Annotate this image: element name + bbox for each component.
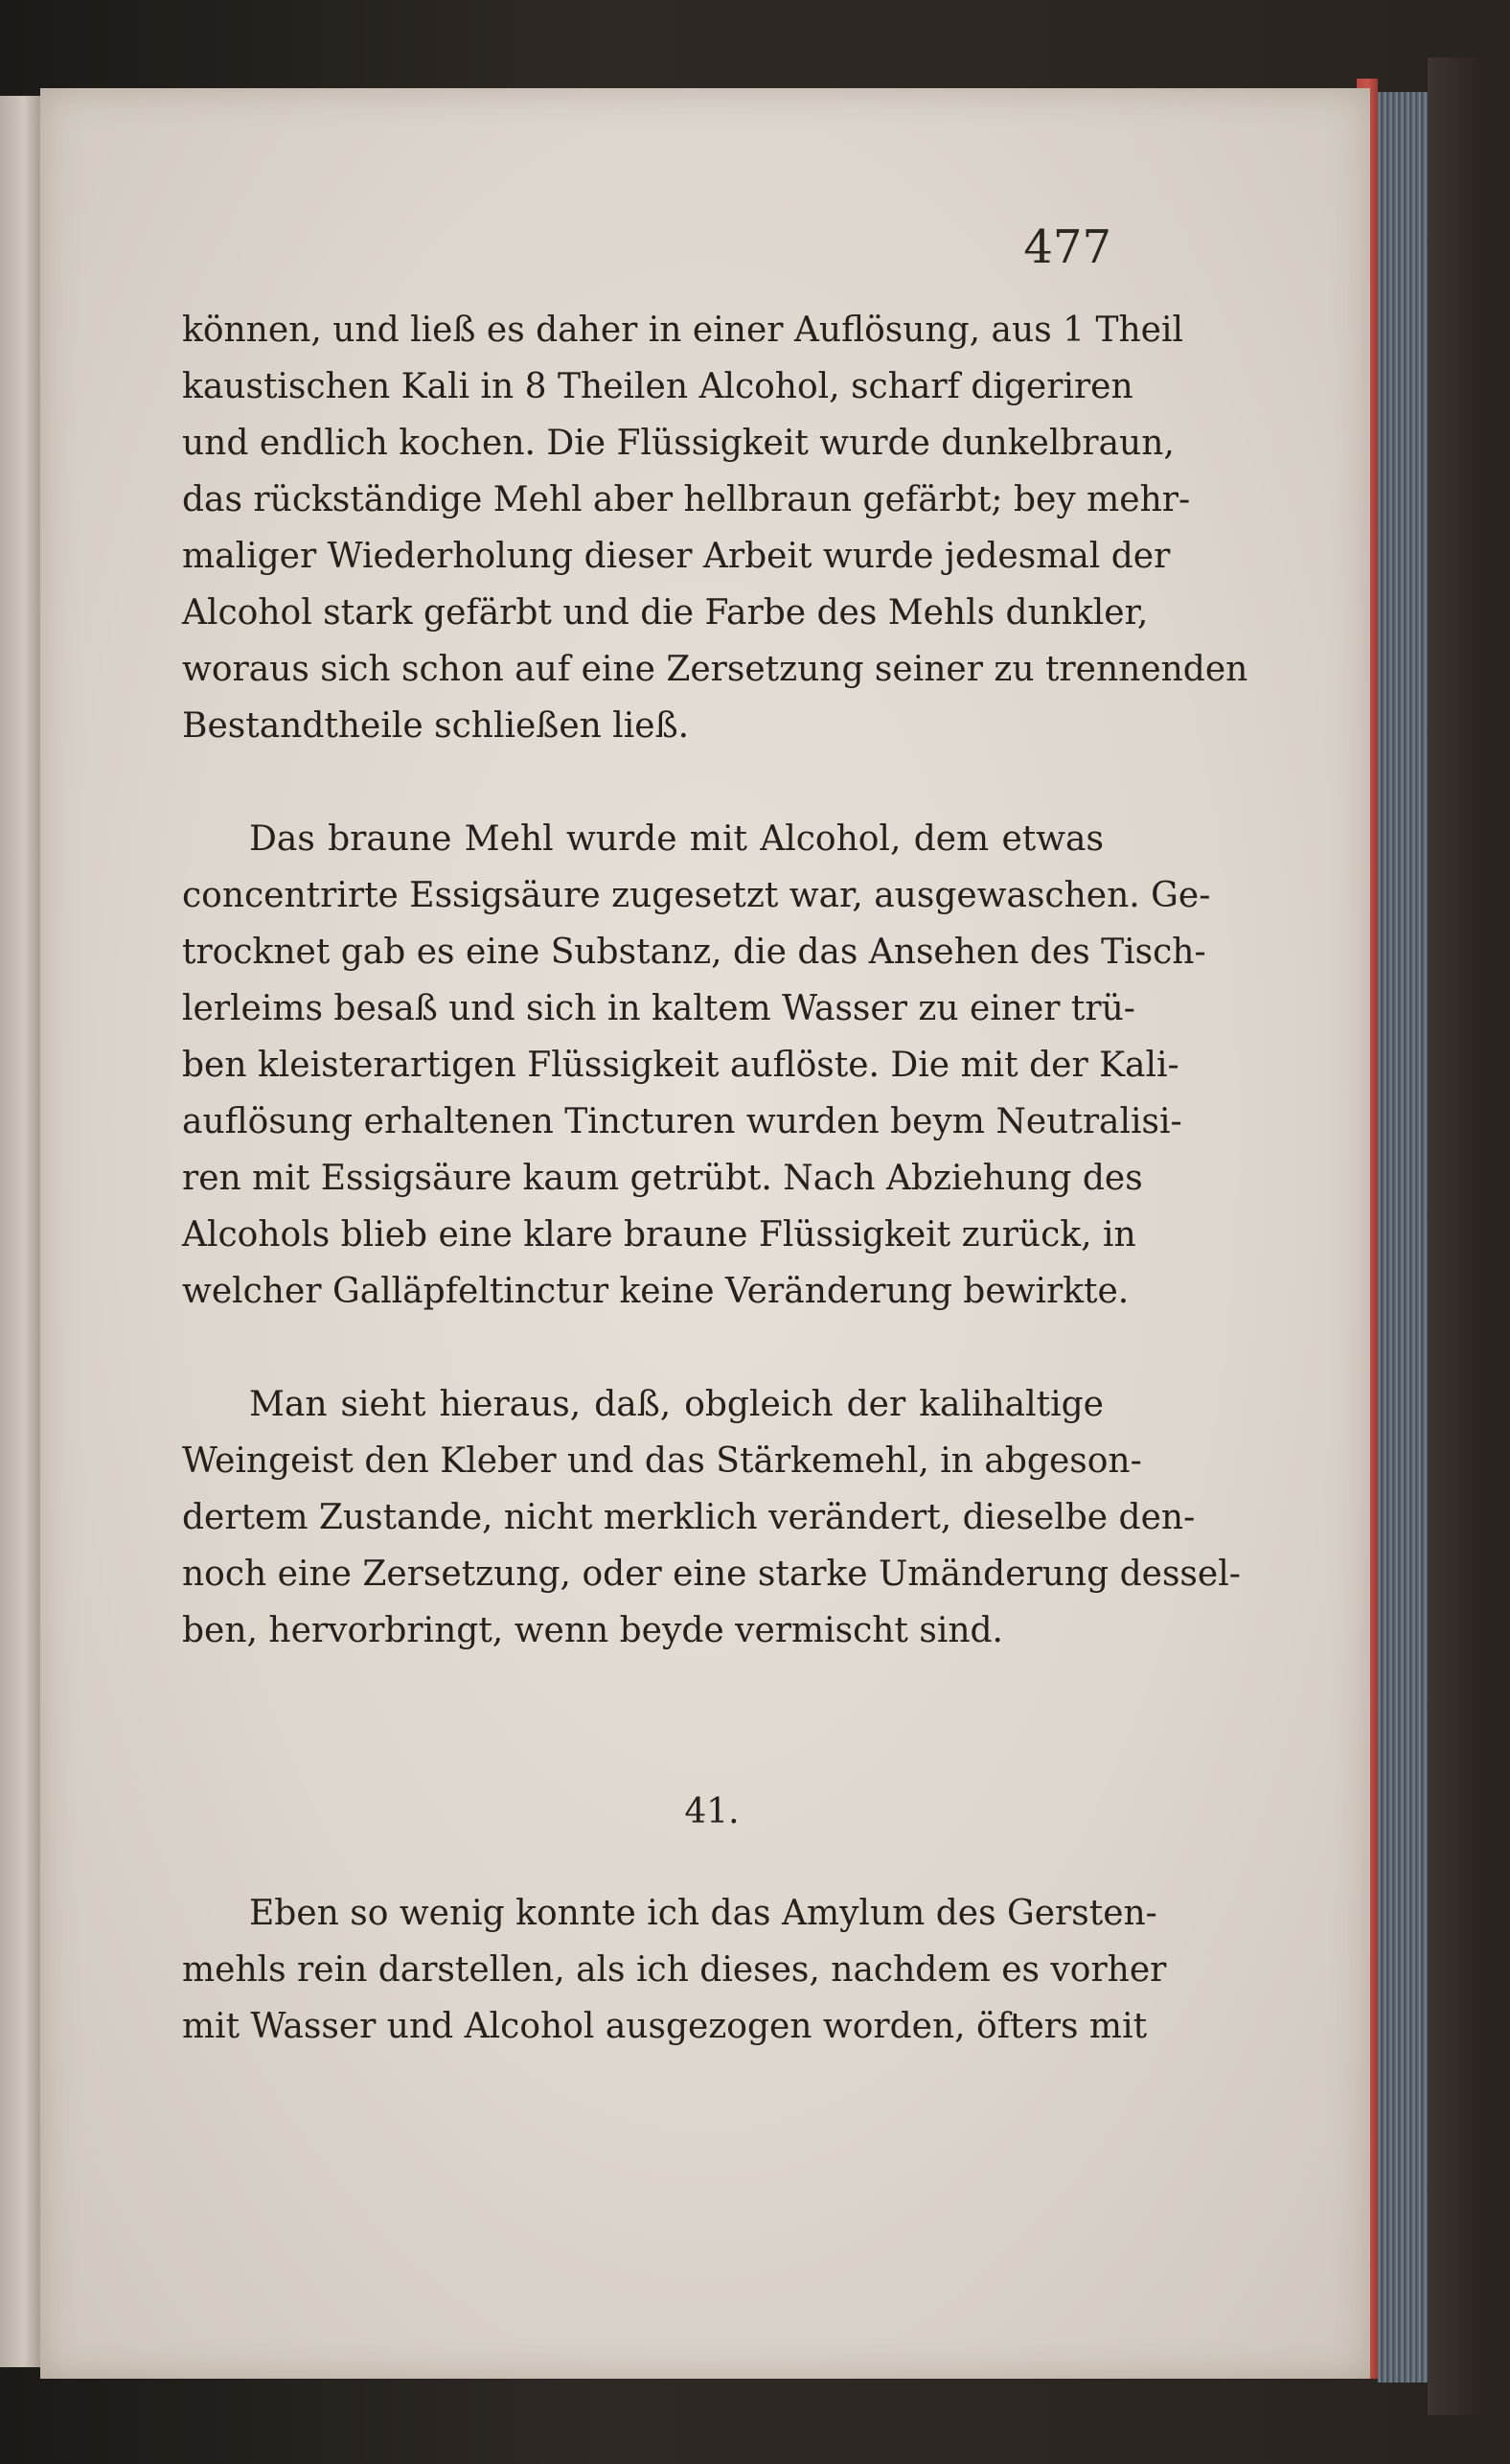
paragraph-2 [182, 811, 1211, 1320]
body-text [182, 302, 1248, 1716]
text-line: lerleims besaß und sich in kaltem Wasser zu einer trü- [182, 989, 1135, 1028]
text-line: mehls rein darstellen, als ich dieses, nachdem es vorher [182, 1950, 1167, 1990]
page-number: 477 [1023, 220, 1111, 274]
text-line: ben kleisterartigen Flüssigkeit auflöste. Die mit der Kali- [182, 1046, 1179, 1085]
paragraph-1 [182, 302, 1248, 754]
text-line: mit Wasser und Alcohol ausgezogen worden, öfters mit [182, 2007, 1148, 2046]
text-line: das rückständige Mehl aber hellbraun gefärbt; bey mehr- [182, 480, 1191, 519]
book-cover-edge [1428, 58, 1485, 2415]
text-line: Man sieht hieraus, daß, obgleich der kalihaltige [249, 1385, 1104, 1424]
text-line: trocknet gab es eine Substanz, die das Ansehen des Tisch- [182, 933, 1206, 972]
text-line: woraus sich schon auf eine Zersetzung seiner zu trennenden [182, 650, 1248, 689]
text-line: noch eine Zersetzung, oder eine starke Umänderung dessel- [182, 1554, 1241, 1594]
text-line: auflösung erhaltenen Tincturen wurden beym Neutralisi- [182, 1102, 1182, 1141]
section-number [0, 1792, 1510, 1831]
text-line: maliger Wiederholung dieser Arbeit wurde jedesmal der [182, 537, 1171, 576]
text-line: Alcohols blieb eine klare braune Flüssigkeit zurück, in [182, 1215, 1136, 1255]
text-line: concentrirte Essigsäure zugesetzt war, ausgewaschen. Ge- [182, 876, 1211, 915]
text-line: und endlich kochen. Die Flüssigkeit wurde dunkelbraun, [182, 424, 1175, 463]
text-line: Weingeist den Kleber und das Stärkemehl, in abgeson- [182, 1441, 1142, 1481]
text-line: dertem Zustande, nicht merklich verändert, dieselbe den- [182, 1498, 1196, 1537]
page-stack-edge [1378, 92, 1428, 2383]
text-line: Bestandtheile schließen ließ. [182, 706, 690, 746]
text-line: Alcohol stark gefärbt und die Farbe des Mehls dunkler, [182, 593, 1149, 633]
text-line: ren mit Essigsäure kaum getrübt. Nach Abziehung des [182, 1159, 1143, 1198]
section-number-text: 41. [684, 1792, 740, 1831]
text-line: können, und ließ es daher in einer Auflösung, aus 1 Theil [182, 311, 1183, 350]
paragraph-3 [182, 1376, 1241, 1659]
text-line: welcher Galläpfeltinctur keine Veränderung bewirkte. [182, 1272, 1130, 1311]
paragraph-4 [182, 1885, 1167, 2055]
left-page-edge [0, 96, 42, 2367]
text-line: Eben so wenig konnte ich das Amylum des Gersten- [249, 1894, 1157, 1933]
text-line: Das braune Mehl wurde mit Alcohol, dem etwas [249, 819, 1104, 859]
text-line: ben, hervorbringt, wenn beyde vermischt sind. [182, 1611, 1004, 1650]
text-line: kaustischen Kali in 8 Theilen Alcohol, scharf digeriren [182, 367, 1133, 406]
